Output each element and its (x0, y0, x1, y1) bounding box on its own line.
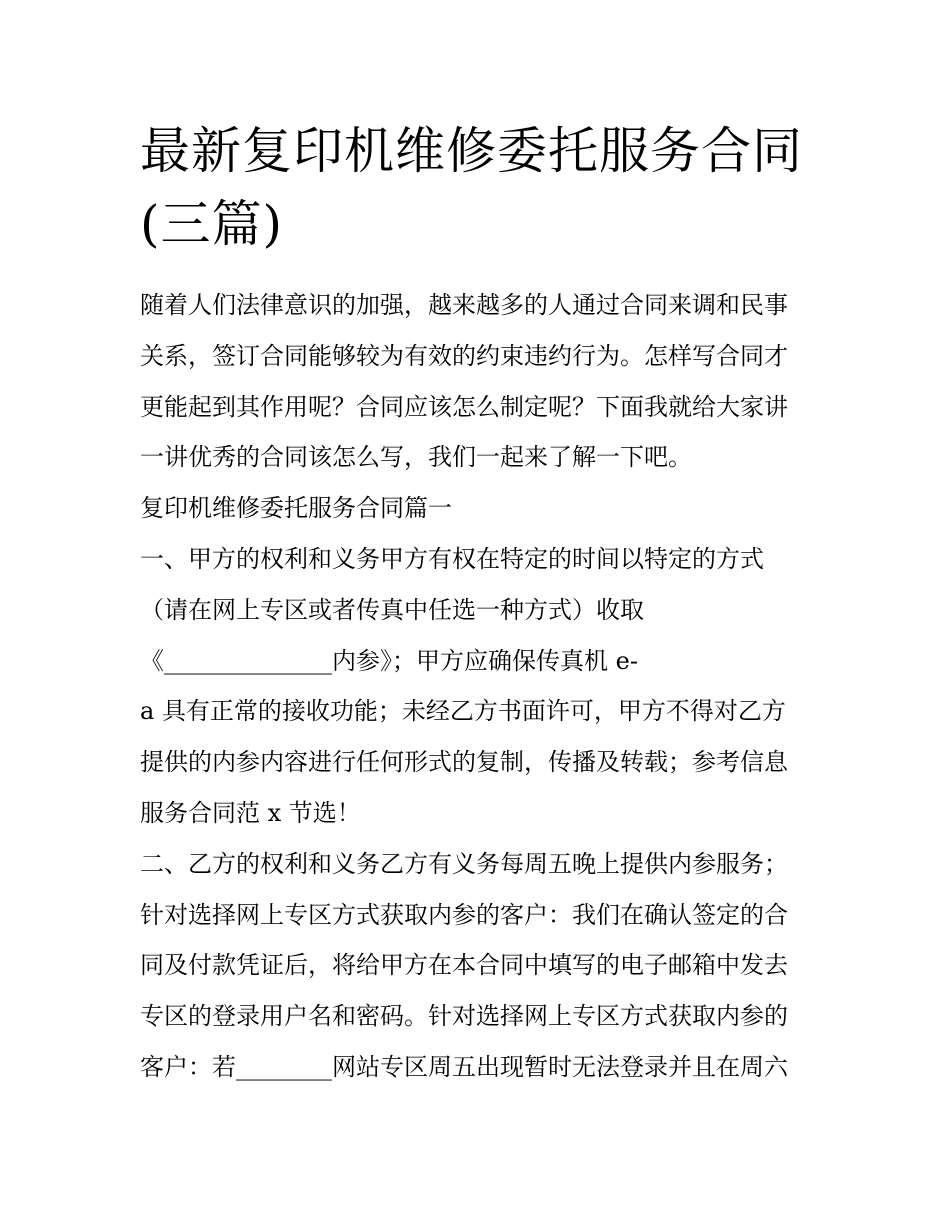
clause-line-8: 针对选择网上专区方式获取内参的客户：我们在确认签定的合 (140, 900, 788, 929)
intro-line-2: 关系，签订合同能够较为有效的约束违约行为。怎样写合同才 (140, 341, 788, 370)
clause-line-3: 《______________内参》；甲方应确保传真机 e- (140, 646, 638, 675)
document-title (140, 115, 830, 261)
intro-line-1: 随着人们法律意识的加强，越来越多的人通过合同来调和民事 (140, 291, 788, 319)
clause-line-5: 提供的内参内容进行任何形式的复制，传播及转载；参考信息 (140, 748, 788, 777)
document-body (140, 280, 820, 1093)
clause-line-2: （请在网上专区或者传真中任选一种方式）收取 (140, 595, 644, 624)
clause-line-11: 客户：若________网站专区周五出现暂时无法登录并且在周六 (140, 1052, 788, 1081)
clause-line-7: 二、乙方的权利和义务乙方有义务每周五晚上提供内参服务； (140, 849, 788, 878)
title-line-1: 最新复印机维修委托服务合同 (140, 122, 803, 180)
intro-line-3: 更能起到其作用呢？合同应该怎么制定呢？下面我就给大家讲 (140, 392, 788, 421)
section-heading: 复印机维修委托服务合同篇一 (140, 494, 452, 523)
intro-line-4: 一讲优秀的合同该怎么写，我们一起来了解一下吧。 (140, 443, 692, 472)
title-line-2: (三篇) (140, 195, 284, 253)
clause-line-9: 同及付款凭证后，将给甲方在本合同中填写的电子邮箱中发去 (140, 951, 788, 980)
clause-line-1: 一、甲方的权利和义务甲方有权在特定的时间以特定的方式 (140, 544, 764, 573)
clause-line-6: 服务合同范 x 节选！ (140, 798, 361, 827)
clause-line-10: 专区的登录用户名和密码。针对选择网上专区方式获取内参的 (140, 1002, 788, 1031)
clause-line-4: a 具有正常的接收功能；未经乙方书面许可，甲方不得对乙方 (140, 697, 786, 726)
